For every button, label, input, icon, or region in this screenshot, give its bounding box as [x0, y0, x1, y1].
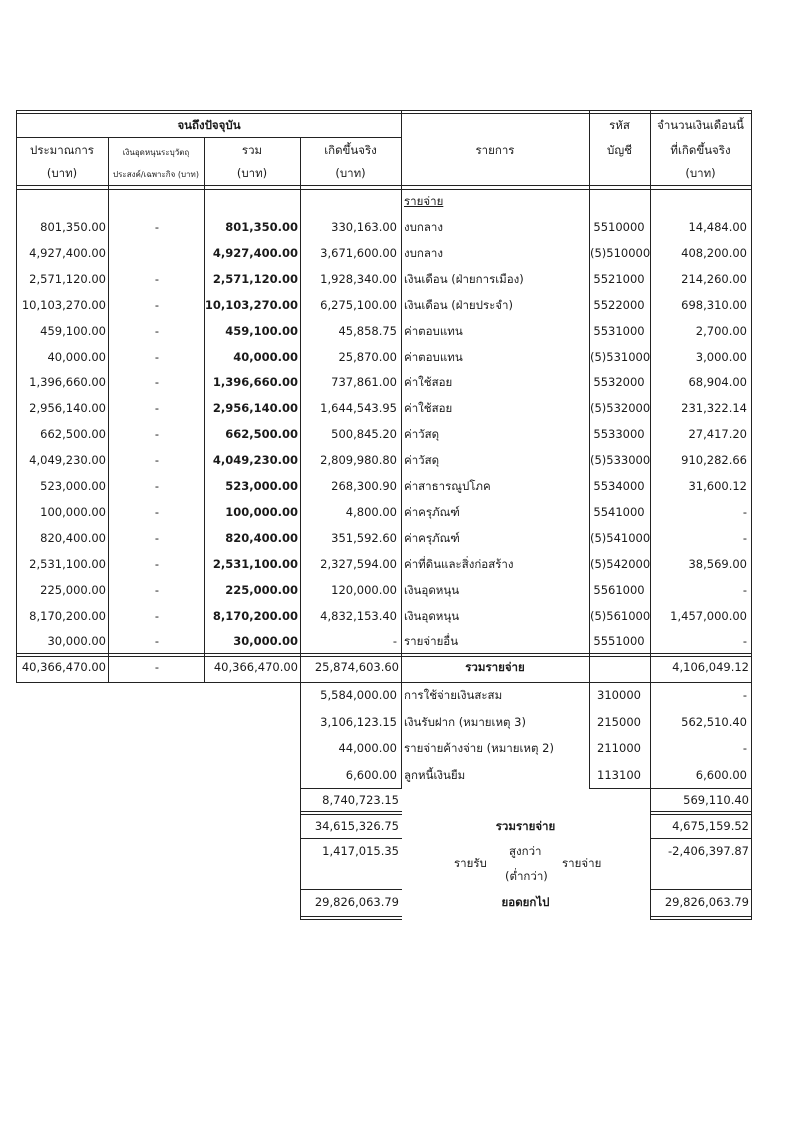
- cell-code: 5531000: [593, 324, 645, 338]
- cell-estimate: 40,000.00: [47, 350, 106, 364]
- difference-actual: 1,417,015.35: [322, 844, 399, 858]
- cell-code: (5)510000: [590, 246, 651, 260]
- cell-total: 459,100.00: [225, 324, 298, 338]
- carried-bottom-month-2: [650, 919, 752, 920]
- cell-subsidy: -: [154, 531, 160, 545]
- cell-total: 40,000.00: [233, 350, 298, 364]
- cell-subsidy: -: [154, 479, 160, 493]
- cell-estimate: 820,400.00: [40, 531, 106, 545]
- grandtotal-top-month: [650, 814, 752, 815]
- cell-code: 5561000: [593, 583, 645, 597]
- header-code-2: บัญชี: [607, 143, 632, 157]
- cell-actual: 3,671,600.00: [320, 246, 397, 260]
- header-group-line: [16, 137, 402, 138]
- cell-estimate: 8,170,200.00: [29, 609, 106, 623]
- cell-actual: 1,928,340.00: [320, 272, 397, 286]
- cell-code: 5533000: [593, 427, 645, 441]
- header-item: รายการ: [475, 143, 515, 157]
- cell-estimate: 662,500.00: [40, 427, 106, 441]
- extra-cell-actual: 5,584,000.00: [320, 688, 397, 702]
- total-actual: 25,874,603.60: [314, 660, 399, 674]
- header-bottom-line-2: [16, 189, 752, 190]
- cell-month: 910,282.66: [681, 453, 747, 467]
- header-actual-unit: (บาท): [335, 166, 366, 180]
- cell-total: 4,049,230.00: [212, 453, 298, 467]
- extra-cell-code: 113100: [597, 768, 641, 782]
- subtotal-bottom-month: [650, 811, 752, 812]
- cell-month: 38,569.00: [688, 557, 747, 571]
- difference-higher: สูงกว่า: [509, 844, 542, 858]
- cell-estimate: 100,000.00: [40, 505, 106, 519]
- cell-month: 3,000.00: [695, 350, 747, 364]
- header-subsidy-unit: ประสงค์/เฉพาะกิจ (บาท): [113, 170, 199, 179]
- header-month-2: ที่เกิดขึ้นจริง: [670, 143, 731, 157]
- total-estimate: 40,366,470.00: [21, 660, 106, 674]
- cell-item: ค่าวัสดุ: [404, 427, 440, 441]
- cell-subsidy: -: [154, 583, 160, 597]
- difference-lower: (ต่ำกว่า): [505, 869, 548, 883]
- subtotal-month: 569,110.40: [683, 793, 749, 807]
- extra-cell-code: 211000: [597, 741, 641, 755]
- cell-actual: 500,845.20: [331, 427, 397, 441]
- cell-actual: 2,809,980.80: [320, 453, 397, 467]
- extra-cell-item: การใช้จ่ายเงินสะสม: [404, 688, 503, 702]
- cell-subsidy: -: [154, 634, 160, 648]
- carried-label: ยอดยกไป: [501, 895, 550, 909]
- cell-code: 5532000: [593, 375, 645, 389]
- cell-item: ค่าวัสดุ: [404, 453, 440, 467]
- extra-cell-code: 215000: [597, 715, 641, 729]
- cell-actual: 1,644,543.95: [320, 401, 397, 415]
- cell-estimate: 10,103,270.00: [21, 298, 106, 312]
- subtotal-actual: 8,740,723.15: [322, 793, 399, 807]
- cell-subsidy: -: [154, 324, 160, 338]
- grandtotal-bottom-actual: [300, 838, 402, 839]
- header-month: จำนวนเงินเดือนนี้: [657, 118, 744, 132]
- cell-subsidy: -: [154, 609, 160, 623]
- total-month: 4,106,049.12: [672, 660, 749, 674]
- cell-total: 100,000.00: [225, 505, 298, 519]
- vline-1: [108, 137, 109, 683]
- cell-total: 30,000.00: [233, 634, 298, 648]
- section-title: รายจ่าย: [404, 194, 444, 208]
- cell-actual: 45,858.75: [338, 324, 397, 338]
- cell-estimate: 801,350.00: [40, 220, 106, 234]
- cell-month: 14,484.00: [688, 220, 747, 234]
- cell-subsidy: -: [154, 350, 160, 364]
- cell-total: 4,927,400.00: [212, 246, 298, 260]
- cell-total: 801,350.00: [225, 220, 298, 234]
- cell-month: 68,904.00: [688, 375, 747, 389]
- total-row-bottom: [16, 682, 752, 683]
- cell-month: 1,457,000.00: [670, 609, 747, 623]
- cell-code: 5534000: [593, 479, 645, 493]
- cell-subsidy: -: [154, 505, 160, 519]
- cell-month: -: [742, 531, 747, 545]
- carried-top-actual: [300, 889, 402, 890]
- cell-actual: 4,832,153.40: [320, 609, 397, 623]
- difference-month: -2,406,397.87: [668, 844, 749, 858]
- extra-cell-actual: 3,106,123.15: [320, 715, 397, 729]
- cell-total: 523,000.00: [225, 479, 298, 493]
- extra-cell-actual: 44,000.00: [338, 741, 397, 755]
- carried-top-month: [650, 889, 752, 890]
- table-top-border-inner: [16, 113, 752, 114]
- cell-item: ค่าสาธารณูปโภค: [404, 479, 491, 493]
- cell-actual: 6,275,100.00: [320, 298, 397, 312]
- grandtotal-top-actual: [300, 814, 402, 815]
- total-label: รวมรายจ่าย: [465, 660, 525, 674]
- cell-item: เงินอุดหนุน: [404, 583, 460, 597]
- cell-estimate: 523,000.00: [40, 479, 106, 493]
- cell-total: 662,500.00: [225, 427, 298, 441]
- cell-code: (5)561000: [590, 609, 651, 623]
- header-total: รวม: [241, 143, 263, 157]
- cell-item: ค่าใช้สอย: [404, 375, 453, 389]
- extra-cell-code: 310000: [597, 688, 641, 702]
- grandtotal-month: 4,675,159.52: [672, 819, 749, 833]
- total-row-top-2: [16, 656, 752, 657]
- carried-actual: 29,826,063.79: [314, 895, 399, 909]
- header-total-unit: (บาท): [236, 166, 268, 180]
- cell-actual: 737,861.00: [331, 375, 397, 389]
- extra-cell-item: เงินรับฝาก (หมายเหตุ 3): [404, 715, 526, 729]
- header-estimate: ประมาณการ: [30, 143, 94, 157]
- total-total: 40,366,470.00: [213, 660, 298, 674]
- cell-total: 820,400.00: [225, 531, 298, 545]
- cell-actual: 120,000.00: [331, 583, 397, 597]
- cell-month: 408,200.00: [681, 246, 747, 260]
- cell-code: (5)533000: [590, 453, 651, 467]
- cell-total: 2,956,140.00: [212, 401, 298, 415]
- cell-total: 225,000.00: [225, 583, 298, 597]
- header-group-title: จนถึงปัจจุบัน: [177, 118, 241, 132]
- cell-total: 2,571,120.00: [212, 272, 298, 286]
- cell-subsidy: -: [154, 220, 160, 234]
- grandtotal-bottom-month: [650, 838, 752, 839]
- cell-estimate: 2,956,140.00: [29, 401, 106, 415]
- cell-subsidy: -: [154, 401, 160, 415]
- extra-cell-month: 6,600.00: [695, 768, 747, 782]
- cell-item: ค่าครุภัณฑ์: [404, 531, 460, 545]
- cell-estimate: 2,531,100.00: [29, 557, 106, 571]
- cell-actual: 330,163.00: [331, 220, 397, 234]
- header-month-unit: (บาท): [685, 166, 716, 180]
- cell-total: 1,396,660.00: [212, 375, 298, 389]
- cell-month: -: [742, 634, 747, 648]
- cell-actual: 268,300.90: [331, 479, 397, 493]
- extra-cell-item: รายจ่ายค้างจ่าย (หมายเหตุ 2): [404, 741, 554, 755]
- cell-code: (5)531000: [590, 350, 651, 364]
- cell-item: เงินอุดหนุน: [404, 609, 460, 623]
- cell-code: 5521000: [593, 272, 645, 286]
- extra-cell-actual: 6,600.00: [345, 768, 397, 782]
- carried-bottom-actual-2: [300, 919, 402, 920]
- cell-actual: 2,327,594.00: [320, 557, 397, 571]
- cell-code: 5522000: [593, 298, 645, 312]
- cell-month: -: [742, 583, 747, 597]
- table-top-border-outer: [16, 110, 752, 111]
- cell-code: 5541000: [593, 505, 645, 519]
- cell-item: เงินเดือน (ฝ่ายการเมือง): [404, 272, 524, 286]
- cell-item: เงินเดือน (ฝ่ายประจำ): [404, 298, 513, 312]
- cell-subsidy: -: [154, 427, 160, 441]
- difference-left-label: รายรับ: [454, 856, 487, 870]
- carried-bottom-month: [650, 916, 752, 917]
- cell-month: 31,600.12: [688, 479, 747, 493]
- header-estimate-unit: (บาท): [46, 166, 78, 180]
- vline-left: [16, 110, 17, 683]
- cell-actual: 351,592.60: [331, 531, 397, 545]
- extra-cell-month: -: [742, 688, 747, 702]
- cell-actual: -: [392, 634, 397, 648]
- vline-4: [401, 110, 402, 788]
- vline-right: [751, 110, 752, 920]
- cell-code: (5)541000: [590, 531, 651, 545]
- subtotal-top-actual: [300, 788, 402, 789]
- cell-item: ค่าใช้สอย: [404, 401, 453, 415]
- cell-estimate: 30,000.00: [47, 634, 106, 648]
- cell-item: ค่าตอบแทน: [404, 350, 463, 364]
- cell-total: 8,170,200.00: [212, 609, 298, 623]
- header-subsidy: เงินอุดหนุนระบุวัตถุ: [122, 148, 190, 157]
- subtotal-bottom-actual: [300, 811, 402, 812]
- vline-5: [589, 110, 590, 788]
- cell-subsidy: -: [154, 453, 160, 467]
- total-subsidy: -: [154, 660, 160, 674]
- difference-right-label: รายจ่าย: [562, 856, 602, 870]
- total-row-top: [16, 653, 752, 654]
- header-code: รหัส: [609, 118, 630, 132]
- carried-month: 29,826,063.79: [664, 895, 749, 909]
- cell-code: (5)542000: [590, 557, 651, 571]
- cell-month: -: [742, 505, 747, 519]
- cell-subsidy: -: [154, 272, 160, 286]
- header-bottom-line: [16, 185, 752, 186]
- cell-actual: 25,870.00: [338, 350, 397, 364]
- cell-code: 5551000: [593, 634, 645, 648]
- cell-item: ค่าครุภัณฑ์: [404, 505, 460, 519]
- grandtotal-label: รวมรายจ่าย: [495, 819, 556, 833]
- cell-item: งบกลาง: [404, 246, 443, 260]
- cell-item: งบกลาง: [404, 220, 443, 234]
- cell-estimate: 4,927,400.00: [29, 246, 106, 260]
- carried-bottom-actual: [300, 916, 402, 917]
- cell-estimate: 1,396,660.00: [29, 375, 106, 389]
- cell-month: 2,700.00: [695, 324, 747, 338]
- extra-bottom-line: [589, 788, 752, 789]
- cell-estimate: 459,100.00: [40, 324, 106, 338]
- cell-subsidy: -: [154, 298, 160, 312]
- cell-estimate: 4,049,230.00: [29, 453, 106, 467]
- extra-cell-month: 562,510.40: [681, 715, 747, 729]
- cell-item: รายจ่ายอื่น: [404, 634, 459, 648]
- cell-subsidy: -: [154, 375, 160, 389]
- cell-month: 214,260.00: [681, 272, 747, 286]
- cell-month: 698,310.00: [681, 298, 747, 312]
- extra-cell-item: ลูกหนี้เงินยืม: [404, 768, 466, 782]
- cell-month: 231,322.14: [681, 401, 747, 415]
- cell-actual: 4,800.00: [345, 505, 397, 519]
- grandtotal-actual: 34,615,326.75: [314, 819, 399, 833]
- cell-code: (5)532000: [590, 401, 651, 415]
- cell-item: ค่าตอบแทน: [404, 324, 463, 338]
- cell-code: 5510000: [593, 220, 645, 234]
- cell-item: ค่าที่ดินและสิ่งก่อสร้าง: [404, 557, 514, 571]
- header-actual: เกิดขึ้นจริง: [324, 143, 377, 157]
- cell-month: 27,417.20: [688, 427, 747, 441]
- cell-subsidy: -: [154, 557, 160, 571]
- extra-cell-month: -: [742, 741, 747, 755]
- cell-total: 2,531,100.00: [212, 557, 298, 571]
- cell-estimate: 2,571,120.00: [29, 272, 106, 286]
- cell-estimate: 225,000.00: [40, 583, 106, 597]
- cell-total: 10,103,270.00: [204, 298, 298, 312]
